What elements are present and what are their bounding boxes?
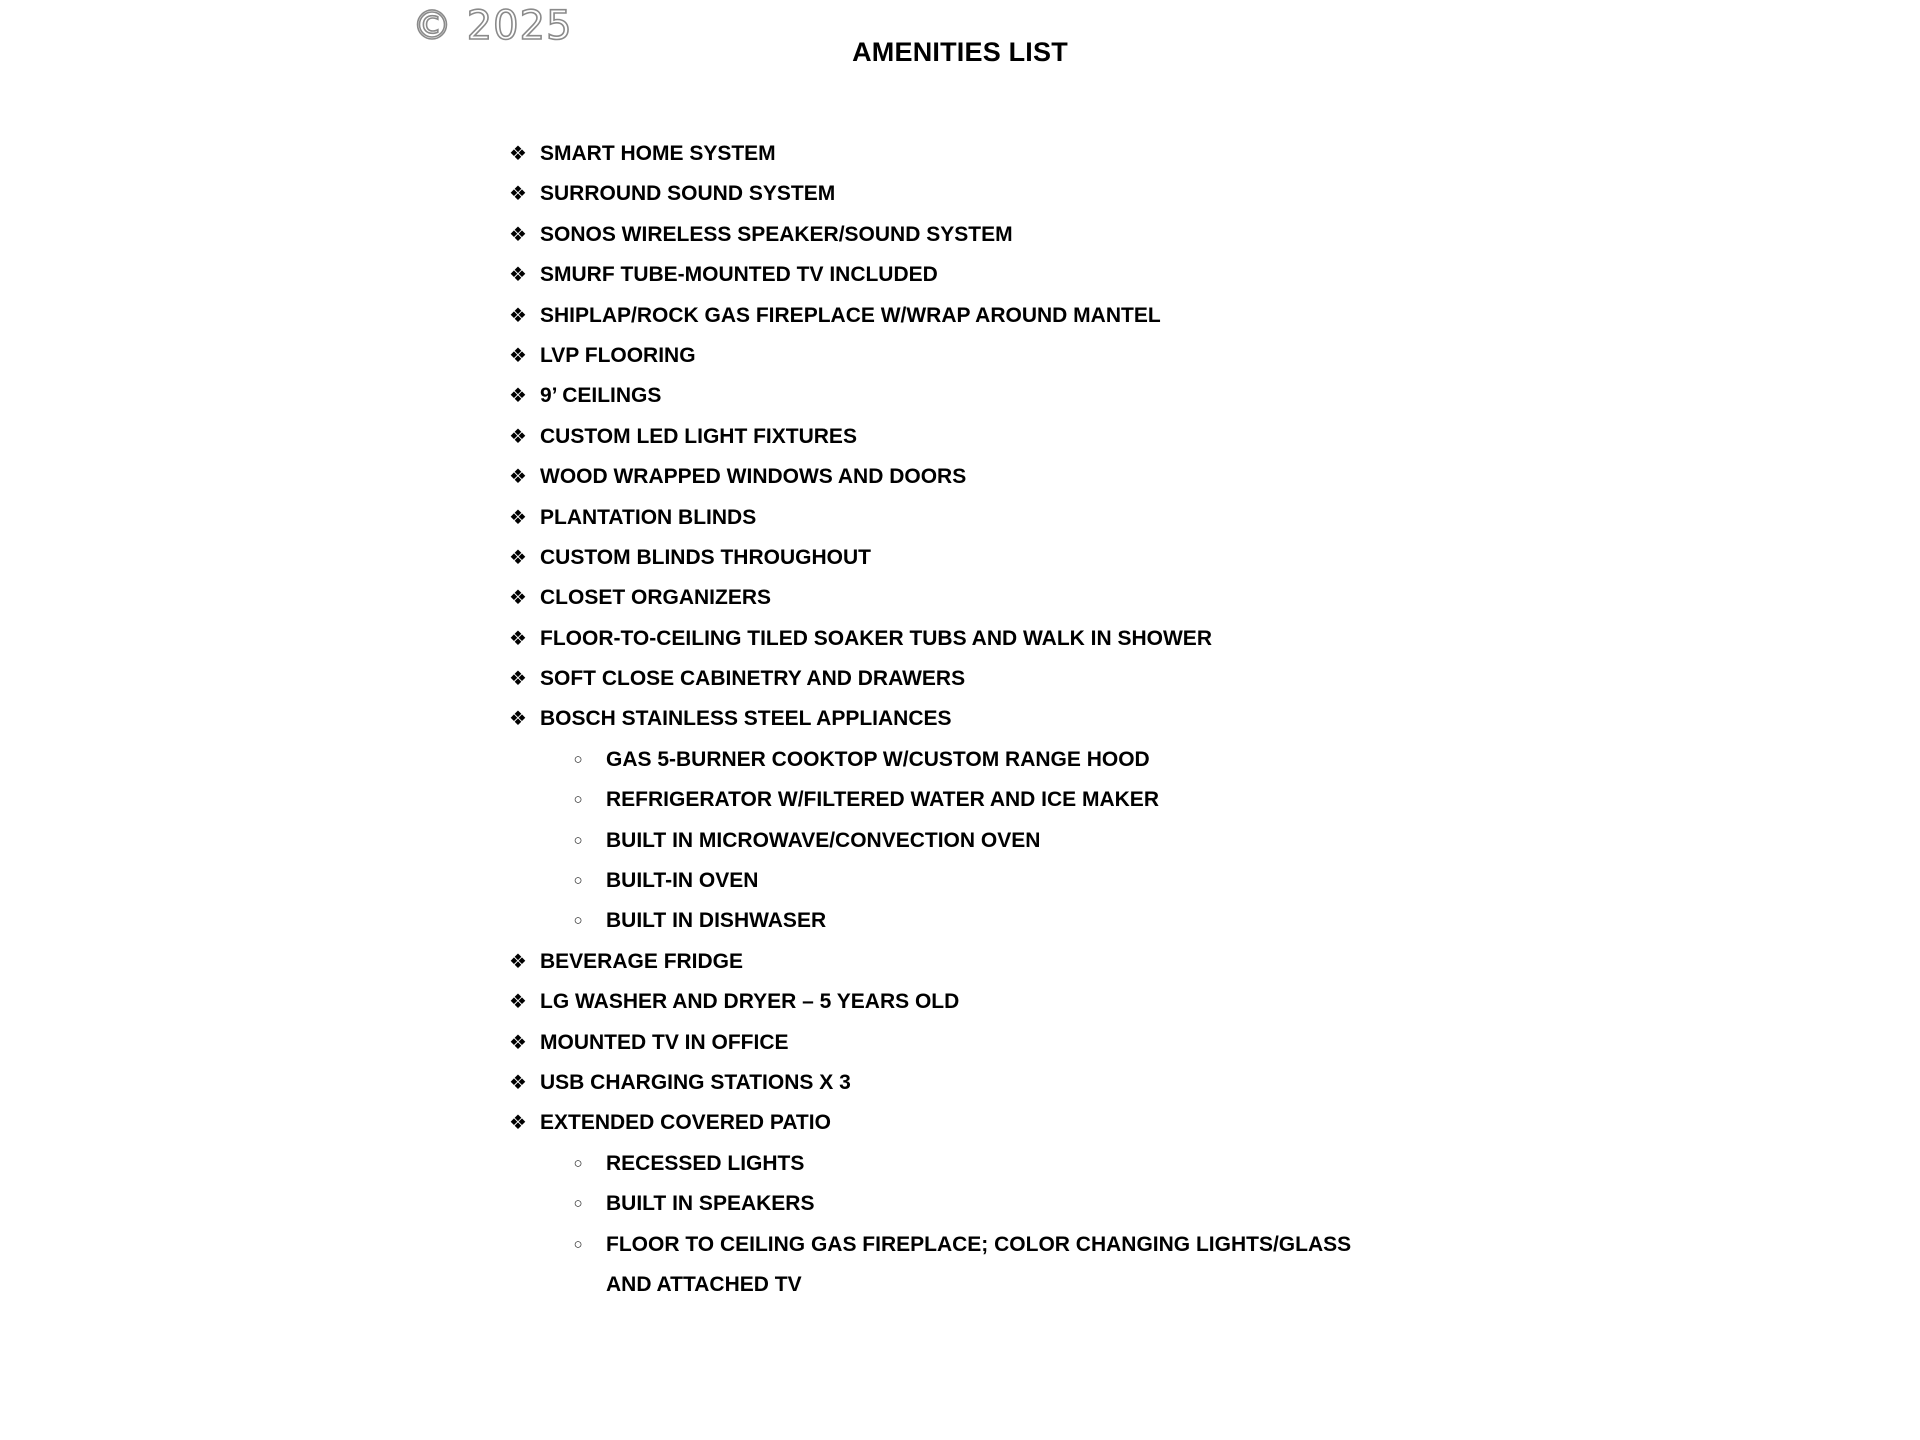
sub-list-item-text: BUILT IN DISHWASER: [606, 909, 827, 933]
list-item-text: USB CHARGING STATIONS X 3: [540, 1070, 851, 1094]
circle-bullet-icon: ○: [573, 791, 583, 809]
circle-bullet-icon: ○: [573, 1154, 583, 1172]
list-item-text: CUSTOM LED LIGHT FIXTURES: [540, 424, 857, 448]
circle-bullet-icon: ○: [573, 831, 583, 849]
sub-list-item-text: GAS 5-BURNER COOKTOP W/CUSTOM RANGE HOOD: [606, 747, 1150, 771]
sub-list-item-text: BUILT IN SPEAKERS: [606, 1192, 815, 1216]
circle-bullet-icon: ○: [573, 750, 583, 768]
list-item-text: PLANTATION BLINDS: [540, 505, 757, 529]
list-item-text: SMART HOME SYSTEM: [540, 142, 776, 165]
diamond-bullet-icon: ❖: [509, 1071, 527, 1094]
list-item-text: EXTENDED COVERED PATIO: [540, 1111, 831, 1135]
list-item-text: LG WASHER AND DRYER – 5 YEARS OLD: [540, 990, 960, 1014]
list-item-text: CLOSET ORGANIZERS: [540, 586, 772, 610]
diamond-bullet-icon: ❖: [509, 344, 527, 367]
diamond-bullet-icon: ❖: [509, 304, 527, 327]
diamond-bullet-icon: ❖: [509, 1112, 527, 1135]
list-item-text: 9’ CEILINGS: [540, 384, 662, 408]
list-item-text: SMURF TUBE-MOUNTED TV INCLUDED: [540, 263, 938, 287]
list-item-text: SOFT CLOSE CABINETRY AND DRAWERS: [540, 667, 966, 691]
list-item-text: SURROUND SOUND SYSTEM: [540, 182, 836, 206]
list-item-text: BEVERAGE FRIDGE: [540, 949, 744, 973]
diamond-bullet-icon: ❖: [509, 668, 527, 691]
diamond-bullet-icon: ❖: [509, 708, 527, 731]
diamond-bullet-icon: ❖: [509, 950, 527, 973]
diamond-bullet-icon: ❖: [509, 183, 527, 206]
list-item-text: MOUNTED TV IN OFFICE: [540, 1030, 789, 1054]
diamond-bullet-icon: ❖: [509, 223, 527, 246]
page-title: AMENITIES LIST: [852, 37, 1068, 67]
circle-bullet-icon: ○: [573, 912, 583, 930]
list-item-text: SONOS WIRELESS SPEAKER/SOUND SYSTEM: [540, 222, 1013, 246]
list-item-text: WOOD WRAPPED WINDOWS AND DOORS: [540, 465, 967, 489]
diamond-bullet-icon: ❖: [509, 991, 527, 1014]
diamond-bullet-icon: ❖: [509, 466, 527, 489]
sub-list-item-text: RECESSED LIGHTS: [606, 1151, 805, 1175]
sub-list-item-text: BUILT IN MICROWAVE/CONVECTION OVEN: [606, 828, 1041, 852]
list-item-text: LVP FLOORING: [540, 343, 696, 367]
list-item-text: FLOOR-TO-CEILING TILED SOAKER TUBS AND WALK IN SHOWER: [540, 626, 1212, 650]
diamond-bullet-icon: ❖: [509, 506, 527, 529]
list-item-text: BOSCH STAINLESS STEEL APPLIANCES: [540, 707, 952, 731]
diamond-bullet-icon: ❖: [509, 627, 527, 650]
circle-bullet-icon: ○: [573, 1195, 583, 1213]
diamond-bullet-icon: ❖: [509, 385, 527, 408]
sub-list-item-text: BUILT-IN OVEN: [606, 869, 759, 893]
circle-bullet-icon: ○: [573, 1235, 583, 1253]
diamond-bullet-icon: ❖: [509, 264, 527, 287]
copyright-watermark: © 2025: [412, 3, 573, 49]
diamond-bullet-icon: ❖: [509, 587, 527, 610]
diamond-bullet-icon: ❖: [509, 546, 527, 569]
sub-list-item-text: REFRIGERATOR W/FILTERED WATER AND ICE MAKER: [606, 788, 1159, 812]
circle-bullet-icon: ○: [573, 872, 583, 890]
list-item-text: SHIPLAP/ROCK GAS FIREPLACE W/WRAP AROUND MANTEL: [540, 303, 1161, 327]
list-item-text: CUSTOM BLINDS THROUGHOUT: [540, 545, 871, 569]
diamond-bullet-icon: ❖: [509, 143, 527, 165]
diamond-bullet-icon: ❖: [509, 1031, 527, 1054]
diamond-bullet-icon: ❖: [509, 425, 527, 448]
sub-list-item-text: FLOOR TO CEILING GAS FIREPLACE; COLOR CHANGING LIGHTS/GLASS AND ATTACHED TV: [606, 1232, 1352, 1296]
